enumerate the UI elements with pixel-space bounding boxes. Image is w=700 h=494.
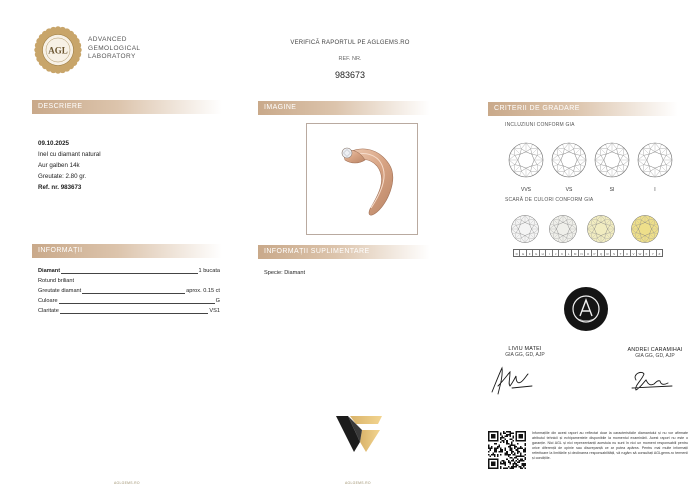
color-scale-bar xyxy=(513,249,663,257)
color-scale-letter: D xyxy=(514,250,520,256)
info-value: VS1 xyxy=(209,308,220,314)
diamond-diagram-icon xyxy=(506,140,546,180)
signatory-credentials: GIA GG, GD, AJP xyxy=(505,352,545,358)
color-scale-letter: L xyxy=(566,250,572,256)
color-diagrams xyxy=(509,213,679,249)
info-value: aprox. 0.15 ct xyxy=(186,288,220,294)
section-header-criterii: CRITERII DE GRADARE xyxy=(488,102,678,116)
clarity-diagram xyxy=(635,140,675,193)
species-text: Specie: Diamant xyxy=(264,270,306,276)
info-label: Culoare xyxy=(38,298,58,304)
clarity-label: VVS xyxy=(520,187,531,193)
info-row xyxy=(38,296,220,306)
color-scale-letter: E xyxy=(520,250,526,256)
color-scale-letter: P xyxy=(592,250,598,256)
clarity-scale-title: INCLUZIUNI CONFORM GIA xyxy=(505,122,575,128)
clarity-diagram xyxy=(506,140,546,193)
info-row xyxy=(38,276,220,286)
color-scale-letter: Z xyxy=(658,252,661,256)
color-scale-letter: Y xyxy=(650,250,656,256)
clarity-diagrams xyxy=(506,140,678,192)
section-header-informatii: INFORMAȚII xyxy=(32,244,222,258)
clarity-label: I xyxy=(654,187,656,193)
color-scale-letter: Q xyxy=(598,250,604,256)
ref-number: 983673 xyxy=(334,70,366,80)
color-scale-letter: S xyxy=(611,250,617,256)
signature-image xyxy=(488,362,534,398)
diamond-diagram-icon xyxy=(549,140,589,180)
color-scale-letter: I xyxy=(546,250,552,256)
clarity-label: SI xyxy=(609,187,615,193)
lab-name-line: LABORATORY xyxy=(88,53,136,60)
color-diamond-icon xyxy=(547,213,579,245)
metal-description: Aur galben 14k xyxy=(38,162,80,169)
section-header-descriere: DESCRIERE xyxy=(32,100,222,114)
signatory-name: ANDREI CARAMIHAI xyxy=(627,347,683,353)
signatory-credentials: GIA GG, GD, AJP xyxy=(635,353,675,359)
signature-image xyxy=(628,366,676,394)
info-label: Greutate diamant xyxy=(38,288,82,294)
color-scale-title: SCARĂ DE CULORI CONFORM GIA xyxy=(505,197,594,203)
information-table xyxy=(38,266,220,316)
color-scale-letter: N xyxy=(579,250,585,256)
footer-website: AGLGEMS.RO xyxy=(114,481,140,485)
color-scale-letter: O xyxy=(585,250,591,256)
color-scale-letter: U xyxy=(624,250,630,256)
color-scale-letter: W xyxy=(637,250,643,256)
info-label: Rotund briliant xyxy=(38,278,75,284)
seal-initials: AGL xyxy=(48,45,68,56)
disclaimer-text: Informațiile din acest raport au reflectat doar la caracteristicile diamantului și nu vor afirmate atributul tehnicii și echipamentele disponibile la momentul examinării. Acest raport nu este o garanție. Nici AGL și nici reprezentanții acestuia nu sunt în nici un moment responsabili pentru orice diferență de opinie sau discrepanță ce ar putea apărea. Pentru mai multe informații referitoare la limitările și declinarea responsabilității, vă rugăm să consultați AGLgems.ro termenii și condițiile. xyxy=(532,431,688,461)
lab-name-line: GEMOLOGICAL xyxy=(88,44,141,52)
color-scale-letter: F xyxy=(527,250,533,256)
ref-label: REF. NR. xyxy=(338,56,362,62)
info-row xyxy=(38,286,220,296)
section-header-imagine: IMAGINE xyxy=(258,101,430,115)
diamond-diagram-icon xyxy=(635,140,675,180)
info-row xyxy=(38,306,220,316)
info-value: G xyxy=(215,298,220,304)
ring-image-frame xyxy=(306,123,418,235)
brand-logo xyxy=(334,412,384,454)
info-label: Diamant xyxy=(38,268,61,274)
color-diamond-icon xyxy=(509,213,541,245)
weight-description: Greutate: 2.80 gr. xyxy=(38,173,87,180)
color-scale-letter: T xyxy=(618,250,624,256)
clarity-diagram xyxy=(592,140,632,193)
signatory-1 xyxy=(495,346,555,358)
agl-badge-icon xyxy=(563,286,609,332)
info-value: 1 bucata xyxy=(198,268,220,274)
info-label: Claritate xyxy=(38,308,59,314)
verify-title: VERIFICĂ RAPORTUL PE AGLGEMS.RO xyxy=(290,40,410,46)
color-scale-letter: V xyxy=(631,250,637,256)
section-header-suplimentare: INFORMAȚII SUPLIMENTARE xyxy=(258,245,430,259)
qr-code[interactable] xyxy=(488,431,526,469)
color-scale-letter: H xyxy=(540,250,546,256)
clarity-diagram xyxy=(549,140,589,193)
color-scale-letter: G xyxy=(533,250,539,256)
description-block xyxy=(38,138,101,193)
color-scale-letter: R xyxy=(605,250,611,256)
color-scale-letter: K xyxy=(559,250,565,256)
diamond-diagram-icon xyxy=(592,140,632,180)
lab-name-line: ADVANCED xyxy=(88,36,127,43)
item-description: Inel cu diamant natural xyxy=(38,151,101,158)
color-scale-letter: M xyxy=(572,250,578,256)
reference-number: Ref. nr. 983673 xyxy=(38,184,82,191)
color-diamond-icon xyxy=(585,213,617,245)
ring-image xyxy=(307,124,419,236)
agl-seal-logo xyxy=(34,26,82,74)
color-scale-letter: X xyxy=(644,250,650,256)
color-scale-letter: J xyxy=(553,250,559,256)
signatory-2 xyxy=(624,347,686,359)
color-diamond-icon xyxy=(629,213,661,245)
report-date: 09.10.2025 xyxy=(38,140,69,147)
footer-website: AGLGEMS.RO xyxy=(345,481,371,485)
signatory-name: LIVIU MATEI xyxy=(508,346,542,352)
clarity-label: VS xyxy=(565,187,573,193)
info-row xyxy=(38,266,220,276)
